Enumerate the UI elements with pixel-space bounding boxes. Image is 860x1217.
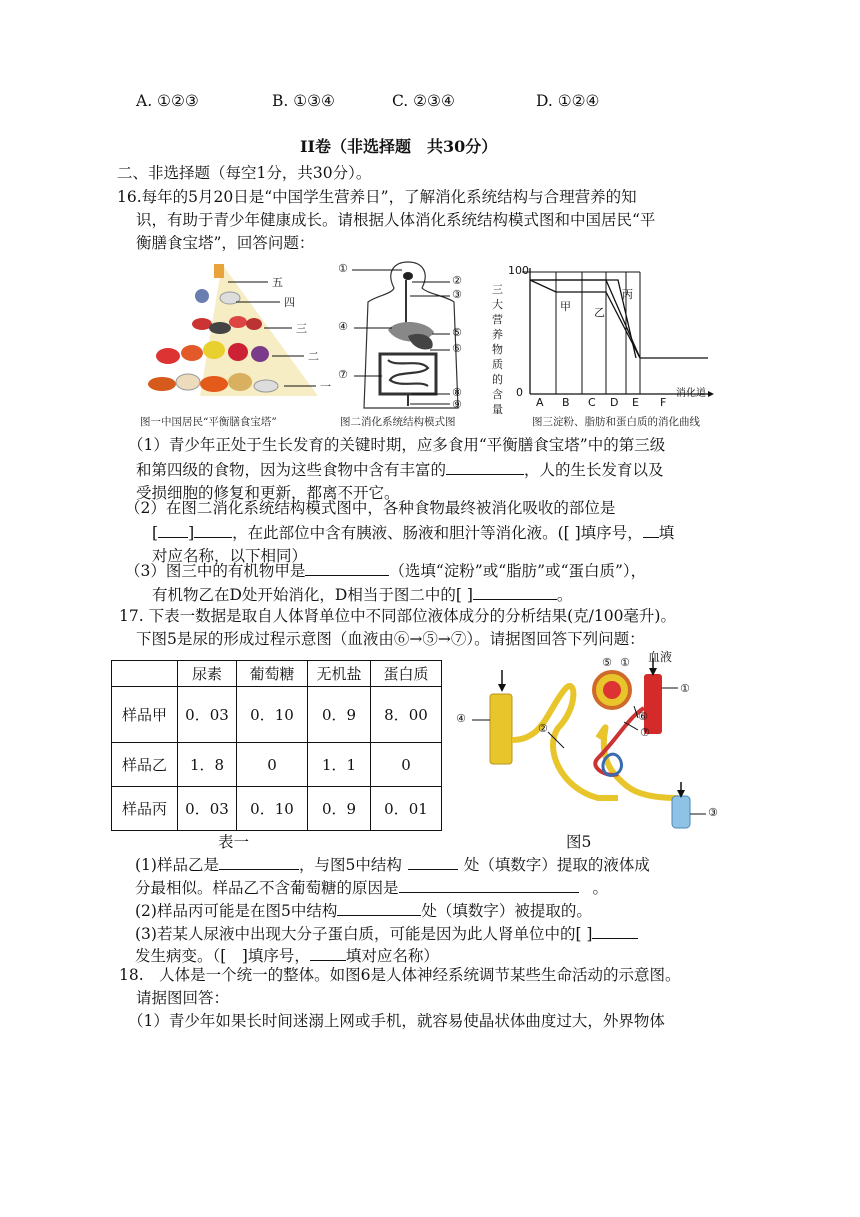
q16-2-number-blank[interactable] [158, 519, 188, 538]
header-urea: 尿素 [178, 661, 237, 687]
x-tick-f: F [660, 396, 667, 409]
nephron-label-3: ③ [708, 806, 718, 819]
digestive-label-4: ④ [338, 320, 348, 333]
digestive-label-8: ⑧ [452, 386, 462, 399]
x-tick-d: D [610, 396, 619, 409]
pyramid-level-5: 五 [272, 276, 283, 289]
nephron-label-5: ⑤ [602, 656, 612, 669]
curve-label-yi: 乙 [594, 306, 605, 319]
q16-3-organic-blank[interactable] [305, 557, 389, 576]
fig5-caption: 图5 [566, 833, 592, 851]
q17-2-structure-blank[interactable] [337, 897, 421, 916]
digestive-label-9: ⑨ [452, 398, 462, 411]
nephron-label-7: ⑦ [640, 726, 650, 739]
digestive-label-2: ② [452, 274, 462, 287]
q16-2-line2: [ ] ，在此部位中含有胰液、肠液和胆汁等消化液。([ ]填序号， 填 [152, 519, 674, 546]
digestive-label-3: ③ [452, 288, 462, 301]
curve-label-jia: 甲 [560, 300, 571, 313]
curve-jia [530, 280, 708, 358]
pyramid-level-4: 四 [284, 296, 295, 309]
nephron-label-1b: ① [680, 682, 690, 695]
q16-3-line1: （3）图三中的有机物甲是 （选填“淀粉”或“脂肪”或“蛋白质”）， [125, 557, 646, 584]
q17-1-line2: 分最相似。样品乙不含葡萄糖的原因是 。 [135, 874, 608, 901]
table-caption: 表一 [218, 833, 250, 851]
y-axis-label: 三大营养物质的含量 [492, 283, 503, 416]
section-heading: 二、非选择题（每空1分，共30分）。 [117, 164, 372, 182]
q17-1-sample-blank[interactable] [219, 851, 299, 870]
x-tick-e: E [632, 396, 639, 409]
header-glucose: 葡萄糖 [237, 661, 308, 687]
q18-line3: （1）青少年如果长时间迷溺上网或手机，就容易使晶状体曲度过大，外界物体 [128, 1012, 665, 1030]
q17-intro-line1: 17. 下表一数据是取自人体肾单位中不同部位液体成分的分析结果(克/100毫升)。 [119, 607, 676, 625]
q16-intro-line2: 识，有助于青少年健康成长。请根据人体消化系统结构模式图和中国居民“平 [136, 211, 656, 229]
q16-3-line2: 有机物乙在D处开始消化，D相当于图二中的[ ] 。 [152, 581, 572, 608]
fig1-caption: 图一中国居民“平衡膳食宝塔” [140, 416, 277, 428]
pyramid-level-3: 三 [296, 322, 307, 335]
q16-intro-line3: 衡膳食宝塔”，回答问题： [136, 234, 315, 252]
q17-3-name-blank[interactable] [592, 920, 638, 939]
q16-1-line1: （1）青少年正处于生长发育的关键时期，应多食用“平衡膳食宝塔”中的第三级 [128, 436, 666, 454]
nephron-label-6: ⑥ [638, 710, 648, 723]
q17-2-line: (2)样品丙可能是在图5中结构 处（填数字）被提取的。 [135, 897, 592, 924]
table-row: 样品乙 1．8 0 1．1 0 [112, 743, 442, 787]
curve-label-bing: 丙 [622, 288, 633, 301]
y-top-tick: 100 [508, 264, 529, 277]
q17-intro-line2: 下图5是尿的形成过程示意图（血液由⑥→⑤→⑦）。请据图回答下列问题： [136, 630, 645, 648]
q16-1-line3: 受损细胞的修复和更新，都离不开它。 [136, 484, 400, 502]
pyramid-level-2: 二 [308, 350, 319, 363]
fig3-caption: 图三淀粉、脂肪和蛋白质的消化曲线 [532, 416, 700, 428]
digestive-label-5: ⑤ [452, 326, 462, 339]
y-zero-tick: 0 [516, 386, 523, 399]
option-a: A. ①②③ [136, 92, 199, 110]
digestive-label-6: ⑥ [452, 342, 462, 355]
q16-1-line2: 和第四级的食物，因为这些食物中含有丰富的 ，人的生长发育以及 [136, 456, 664, 483]
q18-line2: 请据图回答： [136, 989, 230, 1007]
nephron-label-4: ④ [456, 712, 466, 725]
q16-2-name-blank[interactable] [194, 519, 232, 538]
q17-3-line2: 发生病变。（[ ]填序号， 填对应名称） [135, 942, 439, 969]
q16-2-line3: 对应名称，以下相同） [152, 547, 308, 565]
option-d: D. ①②④ [536, 92, 600, 110]
digestive-system-figure [336, 258, 486, 412]
nephron-label-2: ② [538, 722, 548, 735]
fig2-caption: 图二消化系统结构模式图 [340, 416, 456, 428]
q17-3-line1: (3)若某人尿液中出现大分子蛋白质，可能是因为此人肾单位中的[ ] [135, 920, 638, 947]
q17-1-structure-blank[interactable] [408, 851, 458, 870]
food-oil-icon [214, 264, 224, 278]
option-b: B. ①③④ [272, 92, 335, 110]
nephron-figure [448, 648, 728, 840]
header-protein: 蛋白质 [371, 661, 442, 687]
digestive-label-7: ⑦ [338, 368, 348, 381]
q18-line1: 18. 人体是一个统一的整体。如图6是人体神经系统调节某些生命活动的示意图。 [119, 966, 681, 984]
q16-3-organ-blank[interactable] [473, 581, 557, 600]
x-axis-label: 消化道 [676, 388, 706, 399]
header-salt: 无机盐 [308, 661, 371, 687]
q16-intro-line1: 16.每年的5月20日是“中国学生营养日”，了解消化系统结构与合理营养的知 [117, 188, 637, 206]
nephron-label-1a: ① [620, 656, 630, 669]
q17-1-reason-blank[interactable] [399, 874, 579, 893]
x-tick-c: C [588, 396, 596, 409]
digestive-label-1: ① [338, 262, 348, 275]
pyramid-level-1: 一 [320, 380, 331, 393]
blood-label: 血液 [648, 650, 673, 664]
table-row: 样品丙 0．03 0．10 0．9 0．01 [112, 787, 442, 831]
kidney-sample-table [111, 660, 442, 831]
q17-1-line1: (1)样品乙是 ，与图5中结构 处（填数字）提取的液体成 [135, 851, 650, 878]
food-pyramid-figure [140, 258, 330, 408]
q16-2-line1: （2）在图二消化系统结构模式图中，各种食物最终被消化吸收的部位是 [125, 499, 616, 517]
table-row: 样品甲 0．03 0．10 0．9 8．00 [112, 687, 442, 743]
part-title: II卷（非选择题 共30分） [300, 137, 498, 156]
digestion-curve-figure [486, 258, 716, 416]
q16-1-answer-blank[interactable] [446, 456, 524, 475]
x-tick-a: A [536, 396, 544, 409]
option-c: C. ②③④ [392, 92, 455, 110]
x-tick-b: B [562, 396, 570, 409]
